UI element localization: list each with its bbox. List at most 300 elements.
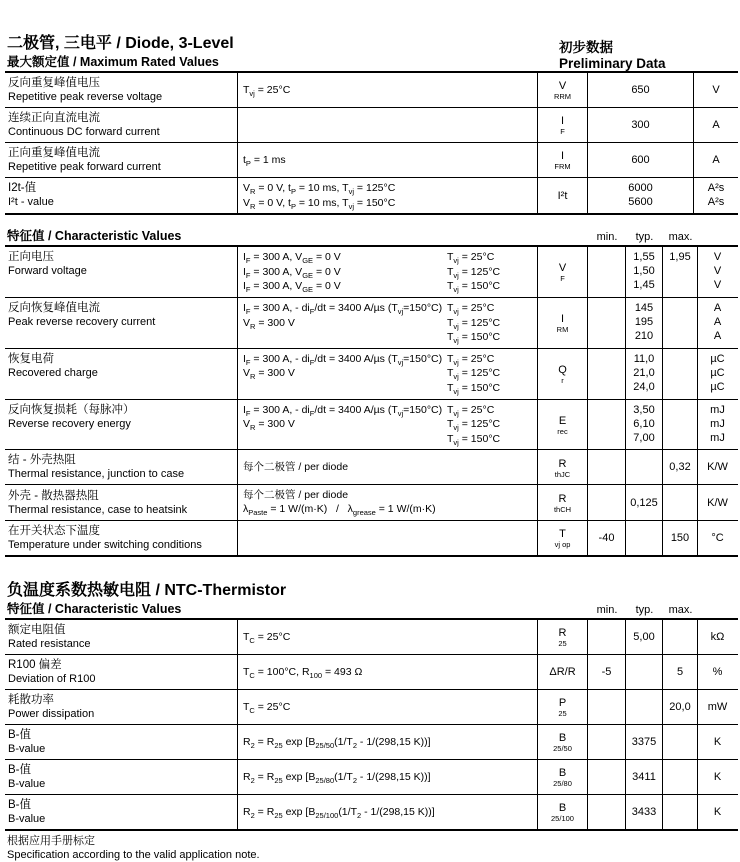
unit-cell-line: kΩ — [710, 630, 725, 643]
unit-cell-line: A²s — [707, 182, 725, 194]
typ-cell — [625, 690, 662, 724]
symbol-cell: I FRM — [537, 143, 587, 177]
conditions-cell — [237, 690, 537, 724]
param-name-en: B-value — [8, 812, 46, 825]
unit-cell — [697, 725, 737, 759]
unit-cell-line: K/W — [707, 496, 728, 509]
max-cell — [662, 400, 697, 450]
conditions-cell — [237, 760, 537, 794]
condition-line: $V_R = 300$ V — [243, 367, 295, 382]
conditions-cell — [237, 655, 537, 689]
col-header-max: max. — [668, 231, 693, 244]
footnote-zh: 根据应用手册标定 — [7, 834, 95, 847]
param-cell — [5, 655, 237, 689]
max-cell-line: 1,95 — [669, 251, 691, 264]
tvj-line: $T_{vj} = 125^\circ C$ — [447, 265, 501, 280]
typ-cell — [625, 760, 662, 794]
table — [5, 247, 738, 557]
condition-line: $V_R = 300$ V — [243, 418, 295, 433]
typ-cell — [625, 247, 662, 297]
typ-cell — [625, 620, 662, 654]
conditions-cell — [237, 725, 537, 759]
unit-cell-line: A — [712, 119, 720, 131]
typ-cell-line: 1,50 — [633, 265, 655, 278]
value-cell-line: 650 — [631, 84, 650, 96]
condition-line: $R_2 = R_{25}$ $\exp [B_{25/50}(1/T_2 - 1/(298,15$ K))] — [243, 735, 431, 750]
col-header-max: max. — [668, 603, 693, 616]
condition-line: $T_C = 25^\circ C$ — [243, 630, 291, 645]
unit-cell — [697, 247, 737, 297]
min-cell — [587, 247, 625, 297]
max-cell-line: 150 — [670, 531, 690, 544]
typ-cell — [625, 655, 662, 689]
conditions-cell — [237, 795, 537, 829]
typ-cell-line: 21,0 — [633, 366, 655, 379]
conditions-cell — [237, 400, 537, 450]
min-cell — [587, 521, 625, 555]
conditions-lines — [243, 403, 447, 447]
symbol-cell: B 25/80 — [537, 760, 587, 794]
typ-cell — [625, 450, 662, 484]
conditions-cell — [237, 349, 537, 399]
param-name-zh: B-值 — [8, 728, 31, 741]
typ-cell — [625, 725, 662, 759]
condition-line: $I_F = 300$ A, - $di_F/dt = 3400$ A/µs $(T_{vj}=150^\circ C)$ — [243, 352, 443, 367]
symbol-cell: P 25 — [537, 690, 587, 724]
unit-cell-line: K — [713, 735, 722, 748]
preliminary-zh: 初步数据 — [559, 40, 613, 55]
unit-cell — [697, 655, 737, 689]
unit-cell-line: µC — [710, 366, 725, 379]
typ-cell-line: 195 — [634, 315, 654, 328]
table-row — [5, 298, 738, 349]
param-name-zh: B-值 — [8, 798, 31, 811]
param-cell — [5, 795, 237, 829]
param-cell — [5, 760, 237, 794]
conditions-cell — [237, 247, 537, 297]
param-name-en: Thermal resistance, junction to case — [8, 468, 185, 481]
param-name-zh: 额定电阻值 — [8, 623, 66, 636]
unit-cell-line: A — [713, 315, 722, 328]
param-name-zh: I2t-值 — [8, 182, 37, 194]
typ-cell — [625, 485, 662, 520]
max-cell — [662, 485, 697, 520]
unit-cell — [697, 298, 737, 348]
symbol-cell: R thCH — [537, 485, 587, 520]
unit-cell-line: A — [713, 329, 722, 342]
value-cell — [587, 73, 693, 107]
max-cell — [662, 521, 697, 555]
param-name-zh: 在开关状态下温度 — [8, 524, 100, 537]
tvj-line: $T_{vj} = 25^\circ C$ — [447, 301, 495, 317]
section-heading-label: 特征值 / Characteristic Values — [7, 601, 182, 616]
max-cell — [662, 690, 697, 724]
max-cell-line: 20,0 — [669, 700, 691, 713]
param-name-zh: R100 偏差 — [8, 658, 62, 671]
max-cell-line: 0,32 — [669, 461, 691, 474]
condition-line: 每个二极管 / per diode — [243, 461, 349, 474]
param-name-en: B-value — [8, 742, 46, 755]
unit-cell-line: mW — [707, 700, 728, 713]
param-name-en: Reverse recovery energy — [8, 417, 131, 430]
unit-cell — [697, 450, 737, 484]
param-name-zh: 反向恢复损耗（每脉冲） — [8, 403, 135, 416]
param-name-en: I²t - value — [8, 196, 54, 208]
max-cell — [662, 450, 697, 484]
conditions-cell — [237, 143, 537, 177]
condition-line: $T_{vj} = 25^\circ C$ — [243, 83, 291, 98]
value-cell-line: 300 — [631, 119, 650, 131]
param-name-en: Forward voltage — [8, 265, 87, 278]
table-row — [5, 690, 738, 725]
min-cell — [587, 795, 625, 829]
section-heading-label: 特征值 / Characteristic Values — [7, 229, 182, 244]
table-row — [5, 178, 738, 215]
unit-cell-line: µC — [710, 352, 725, 365]
condition-line: $t_P = 1$ ms — [243, 153, 286, 168]
symbol-cell: Q r — [537, 349, 587, 399]
max-cell — [662, 247, 697, 297]
param-name-zh: 外壳 - 散热器热阻 — [8, 489, 99, 502]
param-name-en: Peak reverse recovery current — [8, 315, 156, 328]
conditions-lines — [243, 181, 537, 210]
conditions-cell — [237, 73, 537, 107]
table-row — [5, 485, 738, 521]
condition-line: $V_R = 300$ V — [243, 316, 295, 331]
conditions-lines — [243, 76, 537, 104]
conditions-cell — [237, 521, 537, 555]
table-row — [5, 450, 738, 485]
typ-cell — [625, 298, 662, 348]
max-cell — [662, 655, 697, 689]
min-cell — [587, 760, 625, 794]
table — [5, 620, 738, 831]
param-name-en: Deviation of R100 — [8, 672, 96, 685]
table-row — [5, 108, 738, 143]
param-name-en: Repetitive peak forward current — [8, 161, 161, 173]
section-heading-label: 最大额定值 / Maximum Rated Values — [7, 55, 219, 69]
table-row — [5, 725, 738, 760]
max-cell — [662, 795, 697, 829]
tvj-line: $T_{vj} = 150^\circ C$ — [447, 331, 501, 346]
param-name-zh: 连续正向直流电流 — [8, 112, 100, 124]
param-name-en: Repetitive peak reverse voltage — [8, 91, 163, 103]
param-cell — [5, 247, 237, 297]
param-cell — [5, 298, 237, 348]
condition-line: $V_R = 0$ V, $t_P = 10$ ms, $T_{vj} = 125^\circ C$ — [243, 182, 396, 197]
preliminary-en: Preliminary Data — [559, 56, 666, 71]
min-typ-max-header — [588, 231, 738, 244]
tvj-line: $T_{vj} = 25^\circ C$ — [447, 403, 495, 418]
preliminary-data-label — [559, 40, 666, 72]
condition-line: $T_C = 100^\circ C$, $R_{100} = 493$ Ω — [243, 665, 363, 680]
value-cell — [587, 143, 693, 177]
conditions-lines — [243, 453, 537, 481]
unit-cell — [697, 485, 737, 520]
tvj-line: $T_{vj} = 150^\circ C$ — [447, 280, 501, 295]
typ-cell — [625, 400, 662, 450]
unit-cell — [693, 73, 738, 107]
min-typ-max-header — [588, 604, 738, 617]
param-name-en: B-value — [8, 777, 46, 790]
condition-line: 每个二极管 / per diode — [243, 489, 349, 502]
param-name-en: Rated resistance — [8, 637, 91, 650]
conditions-lines — [243, 301, 447, 345]
param-cell — [5, 73, 237, 107]
table-row — [5, 795, 738, 831]
unit-cell-line: V — [713, 251, 722, 264]
max-cell — [662, 620, 697, 654]
unit-cell-line: V — [713, 279, 722, 292]
unit-cell-line: V — [713, 265, 722, 278]
symbol-cell: V F — [537, 247, 587, 297]
value-cell-line: 6000 — [628, 182, 653, 194]
min-cell-line: -40 — [598, 531, 615, 544]
typ-cell — [625, 521, 662, 555]
max-cell — [662, 725, 697, 759]
table-row — [5, 655, 738, 690]
max-cell — [662, 349, 697, 399]
param-cell — [5, 521, 237, 555]
conditions-lines — [243, 250, 447, 294]
unit-col-spacer — [698, 231, 738, 244]
typ-cell-line: 6,10 — [633, 417, 655, 430]
symbol-cell: T vj op — [537, 521, 587, 555]
param-name-zh: 正向电压 — [8, 251, 54, 264]
condition-line: $I_F = 300$ A, - $di_F/dt = 3400$ A/µs $(T_{vj}=150^\circ C)$ — [243, 403, 443, 418]
symbol-cell: I²t — [537, 178, 587, 213]
param-name-zh: 反向重复峰值电压 — [8, 77, 100, 89]
param-cell — [5, 725, 237, 759]
col-header-min: min. — [596, 231, 618, 244]
conditions-lines — [243, 524, 537, 552]
condition-line: $I_F = 300$ A, $V_{GE} = 0$ V — [243, 251, 341, 266]
table-row — [5, 73, 738, 108]
param-cell — [5, 143, 237, 177]
min-cell — [587, 725, 625, 759]
conditions-lines — [243, 728, 537, 756]
unit-cell-line: A — [713, 301, 722, 314]
param-cell — [5, 108, 237, 142]
table-row — [5, 760, 738, 795]
symbol-cell: I RM — [537, 298, 587, 348]
unit-cell-line: K/W — [707, 461, 728, 474]
tvj-line: $T_{vj} = 150^\circ C$ — [447, 381, 501, 397]
min-cell — [587, 450, 625, 484]
typ-cell-line: 3411 — [632, 770, 656, 783]
unit-cell-line: % — [712, 665, 723, 678]
symbol-cell: B 25/100 — [537, 795, 587, 829]
param-name-zh: B-值 — [8, 763, 31, 776]
tvj-line: $T_{vj} = 25^\circ C$ — [447, 352, 495, 367]
tvj-lines — [447, 352, 537, 396]
typ-cell-line: 1,55 — [633, 251, 655, 264]
typ-cell-line: 11,0 — [633, 352, 655, 365]
table-row — [5, 143, 738, 178]
symbol-cell: R 25 — [537, 620, 587, 654]
col-header-min: min. — [596, 603, 618, 616]
table — [5, 73, 738, 215]
param-cell — [5, 450, 237, 484]
conditions-lines — [243, 146, 537, 174]
conditions-cell — [237, 620, 537, 654]
min-cell — [587, 400, 625, 450]
typ-cell-line: 210 — [634, 329, 654, 342]
param-cell — [5, 690, 237, 724]
condition-line: $I_F = 300$ A, $V_{GE} = 0$ V — [243, 265, 341, 280]
unit-cell — [693, 108, 738, 142]
param-cell — [5, 349, 237, 399]
value-cell — [587, 178, 693, 213]
unit-cell-line: µC — [710, 380, 725, 393]
param-cell — [5, 178, 237, 213]
min-cell — [587, 620, 625, 654]
conditions-lines — [243, 623, 537, 651]
section-title: 负温度系数热敏电阻 / NTC-Thermistor — [7, 581, 287, 599]
max-cell-line: 5 — [676, 665, 684, 678]
unit-cell-line: °C — [711, 531, 724, 544]
typ-cell-line: 5,00 — [633, 630, 655, 643]
unit-cell-line: A — [712, 154, 720, 166]
conditions-cell — [237, 485, 537, 520]
unit-cell — [697, 400, 737, 450]
tvj-lines — [447, 403, 537, 447]
param-name-zh: 反向恢复峰值电流 — [8, 301, 100, 314]
conditions-cell — [237, 108, 537, 142]
typ-cell-line: 7,00 — [633, 431, 655, 444]
max-cell — [662, 760, 697, 794]
col-header-typ: typ. — [635, 603, 654, 616]
unit-cell-line: K — [713, 770, 722, 783]
unit-cell-line: mJ — [710, 431, 725, 444]
datasheet-page — [5, 34, 738, 862]
unit-col-spacer — [698, 604, 738, 617]
typ-cell-line: 3375 — [631, 735, 657, 748]
conditions-lines — [243, 693, 537, 721]
table-row — [5, 400, 738, 451]
min-cell — [587, 485, 625, 520]
typ-cell — [625, 349, 662, 399]
param-cell — [5, 485, 237, 520]
min-cell — [587, 298, 625, 348]
unit-cell-line: V — [712, 84, 720, 96]
unit-cell — [697, 690, 737, 724]
param-name-en: Thermal resistance, case to heatsink — [8, 503, 188, 516]
condition-line: $T_C = 25^\circ C$ — [243, 700, 291, 715]
param-name-zh: 正向重复峰值电流 — [8, 147, 100, 159]
tvj-line: $T_{vj} = 125^\circ C$ — [447, 367, 501, 382]
value-cell-line: 5600 — [628, 196, 653, 208]
table-row — [5, 349, 738, 400]
typ-cell-line: 3,50 — [633, 403, 655, 416]
min-cell — [587, 349, 625, 399]
condition-line: $I_F = 300$ A, $V_{GE} = 0$ V — [243, 280, 341, 295]
conditions-lines — [243, 798, 537, 826]
param-name-en: Continuous DC forward current — [8, 126, 160, 138]
tvj-line: $T_{vj} = 150^\circ C$ — [447, 432, 501, 447]
unit-cell — [693, 143, 738, 177]
condition-line: $R_2 = R_{25}$ $\exp [B_{25/100}(1/T_2 - 1/(298,15$ K))] — [243, 805, 435, 820]
unit-cell — [697, 521, 737, 555]
conditions-lines — [243, 763, 537, 791]
symbol-cell: B 25/50 — [537, 725, 587, 759]
param-name-zh: 恢复电荷 — [8, 352, 54, 365]
table-row — [5, 521, 738, 557]
param-name-zh: 耗散功率 — [8, 693, 54, 706]
tvj-line: $T_{vj} = 125^\circ C$ — [447, 418, 501, 433]
param-name-en: Temperature under switching conditions — [8, 538, 202, 551]
param-name-en: Recovered charge — [8, 366, 98, 379]
tvj-line: $T_{vj} = 25^\circ C$ — [447, 251, 495, 266]
symbol-cell: R thJC — [537, 450, 587, 484]
conditions-lines — [243, 658, 537, 686]
conditions-cell — [237, 298, 537, 348]
condition-line: $V_R = 0$ V, $t_P = 10$ ms, $T_{vj} = 150^\circ C$ — [243, 196, 396, 211]
param-name-zh: 结 - 外壳热阻 — [8, 454, 76, 467]
param-cell — [5, 620, 237, 654]
value-cell-line: 600 — [631, 154, 650, 166]
symbol-cell: V RRM — [537, 73, 587, 107]
symbol-cell: I F — [537, 108, 587, 142]
unit-cell — [697, 795, 737, 829]
page-title: 二极管, 三电平 / Diode, 3-Level — [7, 35, 234, 52]
symbol-cell: E rec — [537, 400, 587, 450]
param-name-en: Power dissipation — [8, 707, 95, 720]
symbol-cell: ΔR/R — [537, 655, 587, 689]
unit-cell — [693, 178, 738, 213]
tables-container — [5, 55, 738, 831]
typ-cell-line: 0,125 — [630, 496, 658, 509]
tvj-lines — [447, 250, 537, 294]
unit-cell — [697, 620, 737, 654]
section-heading — [5, 602, 738, 620]
conditions-lines — [243, 352, 447, 396]
conditions-lines — [243, 488, 537, 517]
min-cell — [587, 655, 625, 689]
table-row — [5, 620, 738, 655]
conditions-cell — [237, 178, 537, 213]
footnote — [7, 834, 738, 862]
condition-line: $R_2 = R_{25}$ $\exp [B_{25/80}(1/T_2 - 1/(298,15$ K))] — [243, 770, 431, 785]
footnote-en: Specification according to the valid application note. — [7, 848, 260, 861]
param-cell — [5, 400, 237, 450]
max-cell — [662, 298, 697, 348]
col-header-typ: typ. — [635, 231, 654, 244]
min-cell — [587, 690, 625, 724]
unit-cell — [697, 760, 737, 794]
typ-cell-line: 24,0 — [633, 380, 655, 393]
conditions-lines — [243, 111, 537, 139]
condition-line: $\lambda_{Paste} = 1$ $W/(m\cdot K) / \lambda_{grease} = 1$ W/(m·K) — [243, 503, 436, 518]
tvj-lines — [447, 301, 537, 345]
unit-cell — [697, 349, 737, 399]
unit-cell-line: K — [713, 805, 722, 818]
tvj-line: $T_{vj} = 125^\circ C$ — [447, 316, 501, 331]
min-cell-line: -5 — [601, 665, 612, 678]
unit-cell-line: mJ — [710, 417, 725, 430]
typ-cell — [625, 795, 662, 829]
value-cell — [587, 108, 693, 142]
section-heading — [5, 229, 738, 247]
table-row — [5, 247, 738, 298]
typ-cell-line: 1,45 — [633, 279, 655, 292]
conditions-cell — [237, 450, 537, 484]
condition-line: $I_F = 300$ A, - $di_F/dt = 3400$ A/µs $(T_{vj}=150^\circ C)$ — [243, 301, 443, 317]
unit-cell-line: A²s — [707, 196, 725, 208]
typ-cell-line: 145 — [634, 301, 654, 314]
unit-cell-line: mJ — [710, 403, 725, 416]
typ-cell-line: 3433 — [631, 805, 657, 818]
